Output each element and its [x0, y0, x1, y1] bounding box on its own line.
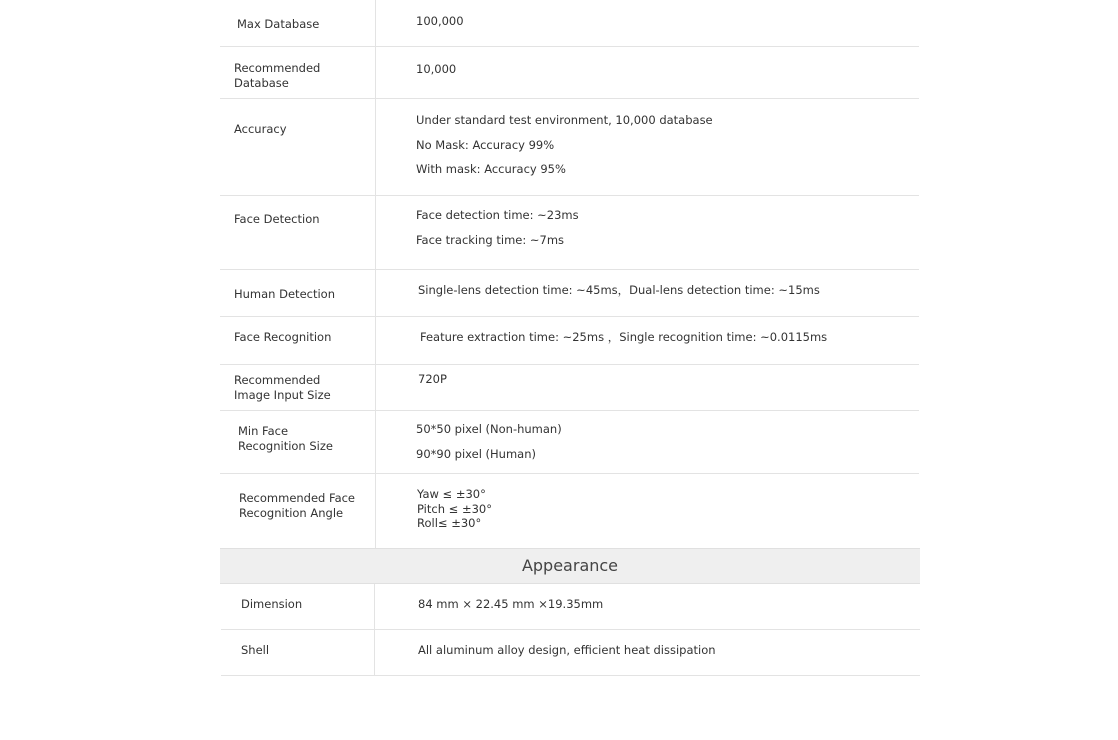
column-divider	[375, 99, 376, 195]
spec-value-line: Face tracking time: ~7ms	[416, 233, 565, 247]
spec-value-line: Single-lens detection time: ~45ms，Dual-lens detection time: ~15ms	[418, 283, 820, 297]
spec-value-line: Face detection time: ~23ms	[416, 208, 579, 222]
spec-row-max-database	[220, 0, 919, 47]
column-divider	[375, 270, 376, 316]
spec-value	[416, 113, 713, 177]
spec-value-line: 720P	[418, 372, 447, 386]
spec-value-line: Under standard test environment, 10,000 database	[416, 113, 713, 127]
spec-row-face-recognition	[220, 317, 919, 365]
appearance-value-line: All aluminum alloy design, efficient heat dissipation	[418, 643, 716, 657]
spec-value	[417, 487, 492, 531]
appearance-label: Dimension	[241, 597, 303, 611]
spec-label: Face Detection	[234, 212, 320, 226]
spec-row-min-face-size	[220, 411, 919, 474]
spec-value	[416, 14, 464, 29]
spec-value	[416, 422, 562, 462]
appearance-value-line: 84 mm × 22.45 mm ×19.35mm	[418, 597, 604, 611]
appearance-row-shell	[221, 630, 920, 676]
spec-value	[416, 62, 456, 77]
spec-label: Accuracy	[234, 122, 287, 136]
section-header-appearance: Appearance	[220, 548, 920, 584]
spec-label: Min Face Recognition Size	[238, 424, 333, 453]
spec-row-face-detection	[220, 196, 919, 270]
appearance-label: Shell	[241, 643, 270, 657]
spec-label: Face Recognition	[234, 330, 332, 344]
spec-value-line: 10,000	[416, 62, 457, 76]
spec-value-line: 50*50 pixel (Non-human)	[416, 422, 562, 436]
spec-value-line: Yaw ≤ ±30°	[417, 487, 486, 501]
spec-value-line: Pitch ≤ ±30°	[417, 501, 492, 516]
spec-row-accuracy	[220, 99, 919, 196]
spec-row-human-detection	[220, 270, 919, 317]
spec-label: Recommended Database	[234, 61, 321, 90]
spec-label: Recommended Face Recognition Angle	[239, 491, 356, 520]
appearance-value	[418, 643, 716, 658]
spec-label: Human Detection	[234, 287, 335, 301]
spec-row-recommended-database	[220, 47, 919, 99]
column-divider	[375, 474, 376, 548]
spec-value	[416, 208, 579, 248]
spec-label: Recommended Image Input Size	[234, 373, 331, 402]
spec-value-line: Feature extraction time: ~25ms ，Single recognition time: ~0.0115ms	[420, 330, 828, 344]
spec-value-line: Roll≤ ±30°	[417, 516, 482, 530]
column-divider	[375, 411, 376, 473]
spec-row-face-angle	[220, 474, 919, 548]
spec-value-line: With mask: Accuracy 95%	[416, 162, 566, 176]
spec-label: Max Database	[237, 17, 320, 31]
appearance-row-dimension	[221, 584, 920, 630]
spec-value-line: 100,000	[416, 14, 464, 28]
spec-value	[418, 283, 820, 298]
spec-value	[420, 330, 827, 345]
appearance-value	[418, 597, 603, 612]
column-divider	[375, 365, 376, 410]
column-divider	[375, 47, 376, 98]
spec-value	[418, 372, 447, 387]
column-divider	[375, 196, 376, 269]
column-divider	[375, 317, 376, 364]
spec-row-image-input-size	[220, 365, 919, 411]
spec-value-line: No Mask: Accuracy 99%	[416, 137, 555, 152]
spec-value-line: 90*90 pixel (Human)	[416, 447, 536, 461]
